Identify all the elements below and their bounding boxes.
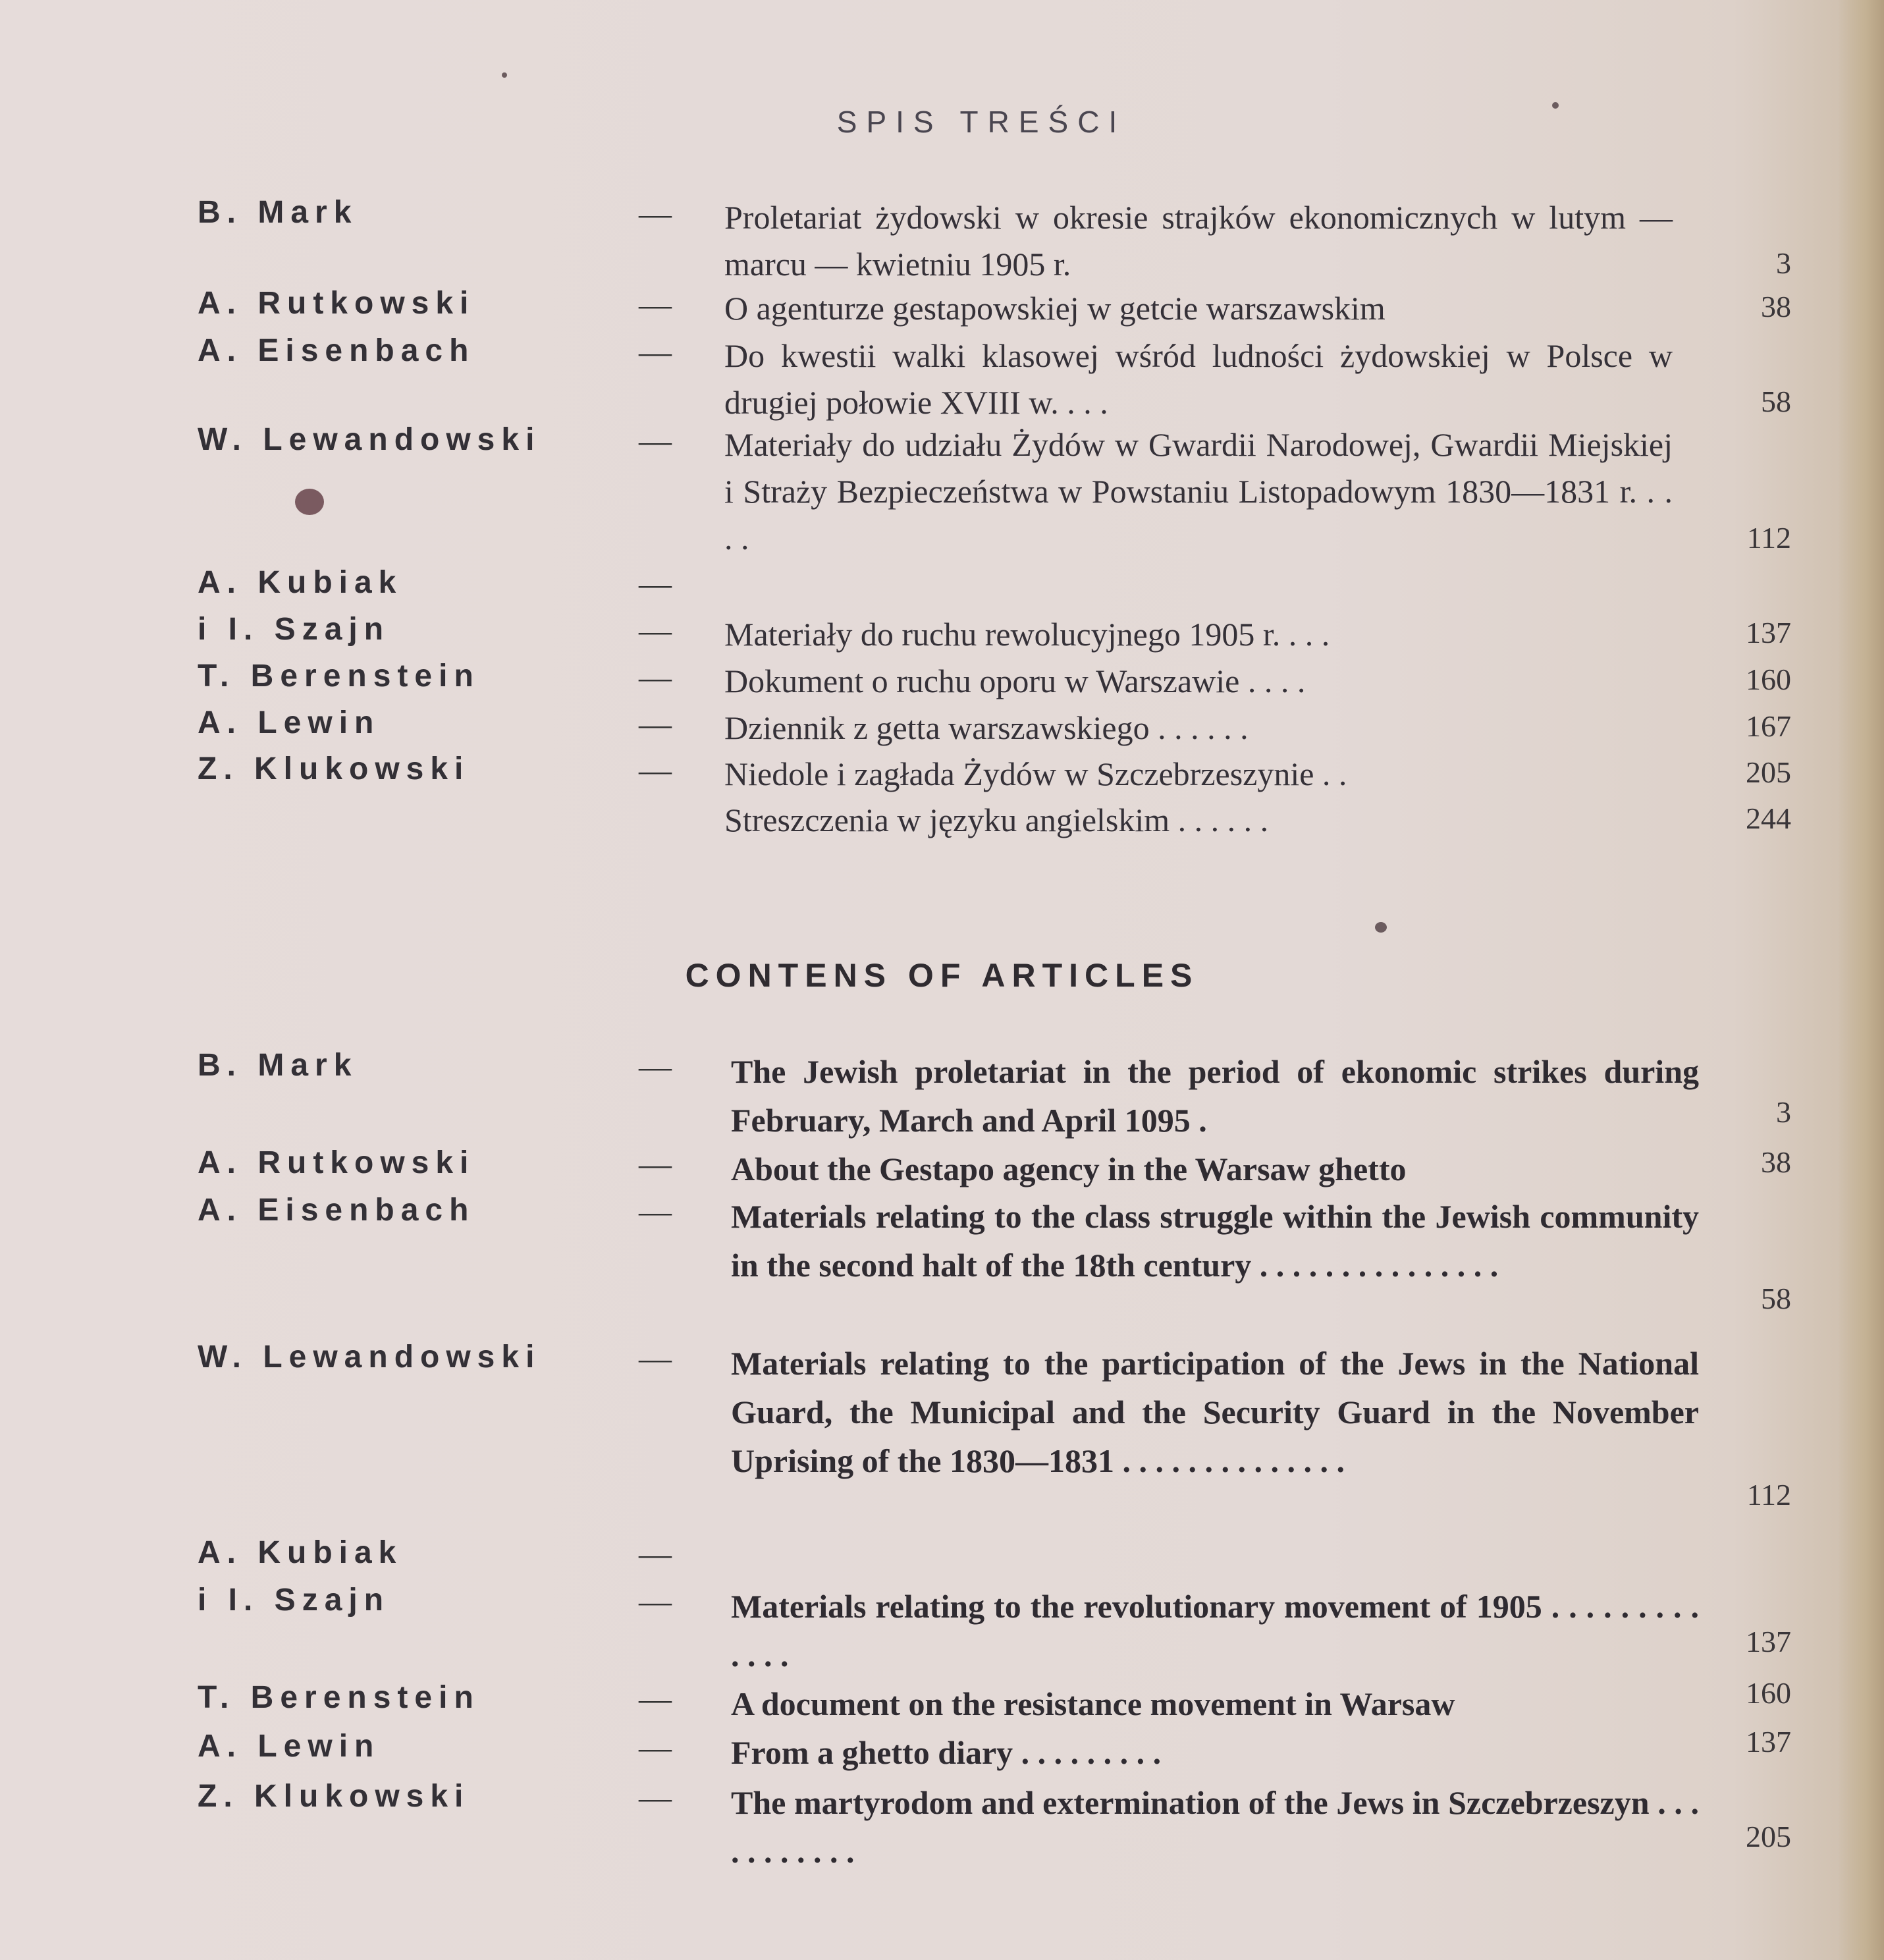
toc-entry bbox=[198, 1676, 1791, 1728]
entry-page: 3 bbox=[1776, 1095, 1791, 1129]
entry-dash: — bbox=[639, 565, 672, 602]
entry-dash: — bbox=[639, 1583, 672, 1620]
entry-author: B. Mark bbox=[198, 195, 358, 230]
entry-title: Materiały do udziału Żydów w Gwardii Narodowej, Gwardii Miejskiej i Straży Bezpieczeństwa w Powstaniu Listopadowym 1830—1831 r. . . . . bbox=[724, 426, 1673, 557]
entry-dash: — bbox=[639, 1779, 672, 1816]
entry-dash: — bbox=[639, 195, 672, 232]
entry-title: Dokument o ruchu oporu w Warszawie . . . . bbox=[724, 663, 1306, 699]
entry-page: 137 bbox=[1746, 1625, 1791, 1658]
entry-dash: — bbox=[639, 333, 672, 370]
entry-page: 112 bbox=[1746, 521, 1791, 555]
entry-dash: — bbox=[639, 612, 672, 649]
entry-title: From a ghetto diary . . . . . . . . . bbox=[731, 1734, 1162, 1771]
entry-author: W. Lewandowski bbox=[198, 1340, 541, 1375]
entry-title: A document on the resistance movement in Warsaw bbox=[731, 1685, 1455, 1722]
entry-page: 137 bbox=[1746, 1725, 1791, 1758]
toc-entry bbox=[198, 1582, 1791, 1681]
entry-author: A. Lewin bbox=[198, 705, 381, 740]
entry-title: Dziennik z getta warszawskiego . . . . . . bbox=[724, 709, 1249, 746]
toc-entry bbox=[198, 1145, 1791, 1193]
toc-entry bbox=[198, 285, 1791, 331]
entry-page: 137 bbox=[1746, 616, 1791, 649]
entry-dash: — bbox=[639, 659, 672, 695]
toc-entry bbox=[198, 1535, 1791, 1583]
entry-title: Materiały do ruchu rewolucyjnego 1905 r. . . . bbox=[724, 616, 1330, 653]
entry-author: A. Eisenbach bbox=[198, 333, 475, 368]
entry-page: 38 bbox=[1761, 1145, 1791, 1179]
entry-author: T. Berenstein bbox=[198, 1680, 480, 1715]
toc-entry bbox=[198, 333, 1791, 425]
toc-entry bbox=[198, 1339, 1791, 1537]
ink-speck bbox=[1375, 922, 1387, 933]
entry-page: 205 bbox=[1746, 755, 1791, 789]
toc-entry bbox=[198, 422, 1791, 563]
entry-dash: — bbox=[639, 1680, 672, 1717]
entry-page: 58 bbox=[1761, 1282, 1791, 1315]
entry-dash: — bbox=[639, 286, 672, 323]
entry-dash: — bbox=[639, 422, 672, 459]
entry-author: Z. Klukowski bbox=[198, 751, 470, 786]
entry-title: O agenturze gestapowskiej w getcie warszawskim bbox=[724, 290, 1386, 327]
entry-title: Do kwestii walki klasowej wśród ludności żydowskiej w Polsce w drugiej połowie XVIII w. . . . bbox=[724, 337, 1673, 421]
toc-entry bbox=[198, 797, 1791, 843]
entry-dash: — bbox=[639, 1729, 672, 1766]
entry-dash: — bbox=[639, 1048, 672, 1085]
entry-title: Materials relating to the participation of the Jews in the National Guard, the Municipal and the Security Guard in the November Uprising of the 1830—1831 . . . . . . . . . . . . . . bbox=[731, 1345, 1699, 1479]
entry-author: A. Lewin bbox=[198, 1729, 381, 1764]
entry-page: 167 bbox=[1746, 709, 1791, 743]
toc-entry bbox=[198, 658, 1791, 704]
entry-title: Streszczenia w języku angielskim . . . . . . bbox=[724, 802, 1269, 838]
entry-page: 244 bbox=[1746, 802, 1791, 835]
entry-author: A. Rutkowski bbox=[198, 286, 475, 321]
entry-author: i I. Szajn bbox=[198, 1583, 390, 1618]
toc-entry bbox=[198, 705, 1791, 751]
entry-author: A. Kubiak bbox=[198, 1535, 403, 1570]
entry-page: 160 bbox=[1746, 1676, 1791, 1710]
entry-dash: — bbox=[639, 1535, 672, 1572]
entry-page: 112 bbox=[1746, 1478, 1791, 1511]
entry-author: W. Lewandowski bbox=[198, 422, 541, 457]
polish-contents-heading: SPIS TREŚCI bbox=[836, 105, 1127, 139]
english-contents-heading: CONTENS OF ARTICLES bbox=[685, 957, 1199, 994]
entry-author: A. Rutkowski bbox=[198, 1145, 475, 1180]
entry-dash: — bbox=[639, 1193, 672, 1230]
entry-page: 205 bbox=[1746, 1820, 1791, 1853]
entry-author: B. Mark bbox=[198, 1048, 358, 1083]
entry-author: A. Kubiak bbox=[198, 565, 403, 600]
entry-author: T. Berenstein bbox=[198, 659, 480, 694]
toc-entry bbox=[198, 1725, 1791, 1777]
entry-title: The martyrodom and extermination of the Jews in Szczebrzeszyn . . . . . . . . . . . bbox=[731, 1784, 1699, 1870]
toc-entry bbox=[198, 611, 1791, 657]
entry-author: i I. Szajn bbox=[198, 612, 390, 647]
toc-entry bbox=[198, 1192, 1791, 1340]
entry-title: Materials relating to the class struggle within the Jewish community in the second halt of the 18th century . . . . . . . . . . . . . . . bbox=[731, 1198, 1699, 1284]
entry-title: The Jewish proletariat in the period of ekonomic strikes during February, March and April 1095 . bbox=[731, 1053, 1699, 1139]
entry-dash: — bbox=[639, 705, 672, 742]
entry-title: Niedole i zagłada Żydów w Szczebrzeszynie . . bbox=[724, 755, 1347, 792]
entry-author: A. Eisenbach bbox=[198, 1193, 475, 1228]
toc-entry bbox=[198, 564, 1791, 611]
entry-dash: — bbox=[639, 1340, 672, 1376]
toc-entry bbox=[198, 751, 1791, 797]
entry-author: Z. Klukowski bbox=[198, 1779, 470, 1814]
entry-page: 58 bbox=[1761, 385, 1791, 418]
entry-title: Proletariat żydowski w okresie strajków ekonomicznych w lutym — marcu — kwietniu 1905 r. bbox=[724, 199, 1673, 283]
entry-title: Materials relating to the revolutionary movement of 1905 . . . . . . . . . . . . . bbox=[731, 1588, 1699, 1674]
toc-entry bbox=[198, 1047, 1791, 1146]
entry-page: 160 bbox=[1746, 663, 1791, 696]
toc-entry bbox=[198, 1778, 1791, 1877]
entry-page: 3 bbox=[1776, 246, 1791, 280]
ink-speck bbox=[502, 72, 507, 78]
entry-dash: — bbox=[639, 751, 672, 788]
entry-page: 38 bbox=[1761, 290, 1791, 323]
entry-dash: — bbox=[639, 1145, 672, 1182]
toc-entry bbox=[198, 194, 1791, 286]
entry-title: About the Gestapo agency in the Warsaw ghetto bbox=[731, 1151, 1407, 1187]
